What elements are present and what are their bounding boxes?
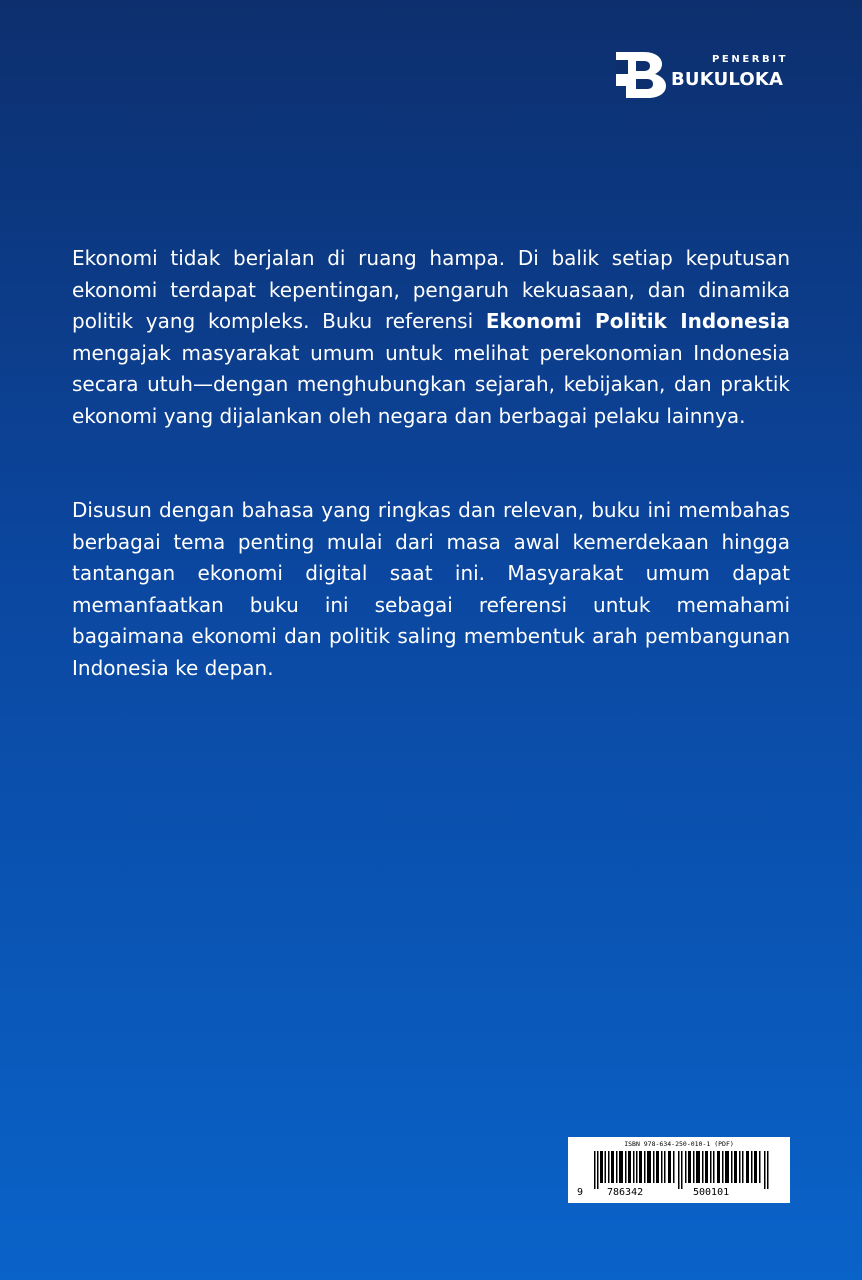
publisher-name: BUKULOKA (671, 69, 784, 90)
barcode-digits-left: 786342 (607, 1187, 644, 1198)
blurb-book-title: Ekonomi Politik Indonesia (485, 309, 790, 333)
isbn-label: ISBN 978-634-250-010-1 (PDF) (624, 1140, 734, 1148)
blurb-paragraph-1 (72, 243, 790, 432)
blurb-p1-text-end: mengajak masyarakat umum untuk melihat perekonomian Indonesia secara utuh—dengan menghubungkan sejarah, kebijakan, dan praktik ekonomi yang dijalankan oleh negara dan berbagai pelaku lainnya. (72, 340, 790, 428)
barcode-icon (594, 1151, 770, 1189)
publisher-label-small: PENERBIT (712, 54, 789, 65)
blurb-paragraph-2: Disusun dengan bahasa yang ringkas dan relevan, buku ini membahas berbagai tema penting mulai dari masa awal kemerdekaan hingga tantangan ekonomi digital saat ini. Masyarakat umum dapat memanfaatkan buku ini sebagai referensi untuk memahami bagaimana ekonomi dan politik saling membentuk arah pembangunan Indonesia ke depan. (72, 498, 790, 680)
isbn-barcode-box (568, 1137, 790, 1203)
bukuloka-b-mark-icon (614, 52, 668, 98)
publisher-logo (614, 52, 794, 100)
barcode-digits-right: 500101 (693, 1187, 730, 1198)
barcode-digit-first: 9 (577, 1187, 584, 1198)
blurb-p1-text-start: Ekonomi tidak berjalan di ruang hampa. Di balik setiap keputusan ekonomi terdapat kepentingan, pengaruh kekuasaan, dan dinamika politik yang kompleks. Buku referensi (72, 246, 790, 333)
